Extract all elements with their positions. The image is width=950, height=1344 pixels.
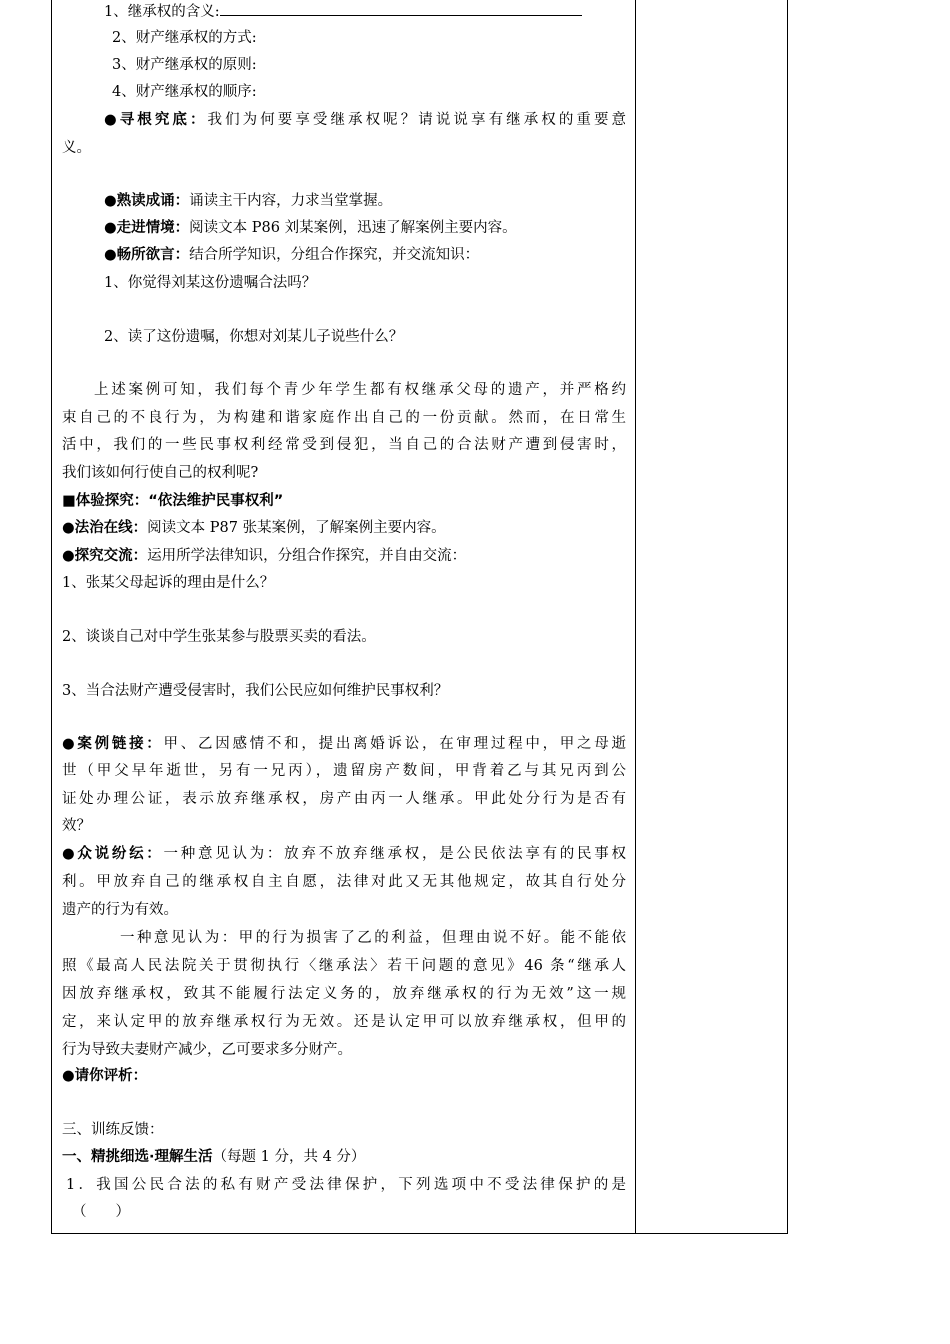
opinions-line-7: 定，来认定甲的放弃继承权行为无效。还是认定甲可以放弃继承权，但甲的 [62,1014,626,1030]
summary-line-1: 上述案例可知，我们每个青少年学生都有权继承父母的遗产，并严格约 [94,382,626,398]
opinions-line-8: 行为导致夫妻财产减少，乙可要求多分财产。 [62,1042,352,1058]
explore-line: ●探究交流：运用所学法律知识，分组合作探究，并自由交流： [62,548,467,564]
training-q1-bracket: （ ） [72,1204,130,1220]
opinions-line-4: 一种意见认为：甲的行为损害了乙的利益，但理由说不好。能不能依 [120,930,626,946]
opinions-line-6: 因放弃继承权，致其不能履行法定义务的，放弃继承权的行为无效”这一规 [62,986,626,1002]
inheritance-q2: 2、财产继承权的方式: [112,30,257,46]
discuss-q2: 2、读了这份遗嘱，你想对刘某儿子说些什么？ [104,329,404,345]
inheritance-q3: 3、财产继承权的原则: [112,57,257,73]
experience-heading: ■体验探究：“依法维护民事权利” [62,493,284,509]
inheritance-q1: 1、继承权的含义: [104,1,582,22]
opinions-line-3: 遗产的行为有效。 [62,902,178,918]
scenario-line: ●走进情境：阅读文本 P86 刘某案例，迅速了解案例主要内容。 [104,220,517,236]
case-link-line-3: 证处办理公证，表示放弃继承权，房产由丙一人继承。甲此处分行为是否有 [62,791,626,807]
case-link-line-4: 效？ [62,818,91,834]
training-q1: 1．我国公民合法的私有财产受法律保护，下列选项中不受法律保护的是 [66,1177,626,1193]
opinions-line-5: 照《最高人民法院关于贯彻执行〈继承法〉若干问题的意见》46 条“继承人 [62,958,626,974]
summary-line-2: 束自己的不良行为，为构建和谐家庭作出自己的一份贡献。然而，在日常生 [62,410,626,426]
reading-line: ●熟读成诵：诵读主干内容，力求当堂掌握。 [104,193,393,209]
opinions-line-1: ●众说纷纭：一种意见认为：放弃不放弃继承权，是公民依法享有的民事权 [62,846,626,862]
evaluate-label: ●请你评析： [62,1068,148,1084]
discuss-q1: 1、你觉得刘某这份遗嘱合法吗？ [104,275,317,291]
inquiry-line: ●寻根究底：我们为何要享受继承权呢？请说说享有继承权的重要意 [104,112,627,128]
column-divider [635,0,636,1234]
opinions-line-2: 利。甲放弃自己的继承权自主自愿，法律对此又无其他规定，故其自行处分 [62,874,626,890]
answer-blank [220,1,582,16]
training-section-title: 一、精挑细选·理解生活（每题 1 分，共 4 分） [62,1149,366,1165]
explore-q3: 3、当合法财产遭受侵害时，我们公民应如何维护民事权利？ [62,683,449,699]
discuss-line: ●畅所欲言：结合所学知识，分组合作探究，并交流知识： [104,247,480,263]
explore-q2: 2、谈谈自己对中学生张某参与股票买卖的看法。 [62,629,376,645]
summary-line-3: 活中，我们的一些民事权利经常受到侵犯，当自己的合法财产遭到侵害时， [62,437,626,453]
inquiry-line-2: 义。 [62,140,91,156]
case-link-line-1: ●案例链接：甲、乙因感情不和，提出离婚诉讼，在审理过程中，甲之母逝 [62,736,626,752]
inheritance-q4: 4、财产继承权的顺序: [112,84,257,100]
case-link-line-2: 世（甲父早年逝世，另有一兄丙），遗留房产数间，甲背着乙与其兄丙到公 [62,763,626,779]
summary-line-4: 我们该如何行使自己的权利呢? [62,465,259,481]
law-online-line: ●法治在线：阅读文本 P87 张某案例，了解案例主要内容。 [62,520,446,536]
training-heading: 三、训练反馈： [62,1122,164,1138]
explore-q1: 1、张某父母起诉的理由是什么？ [62,575,275,591]
